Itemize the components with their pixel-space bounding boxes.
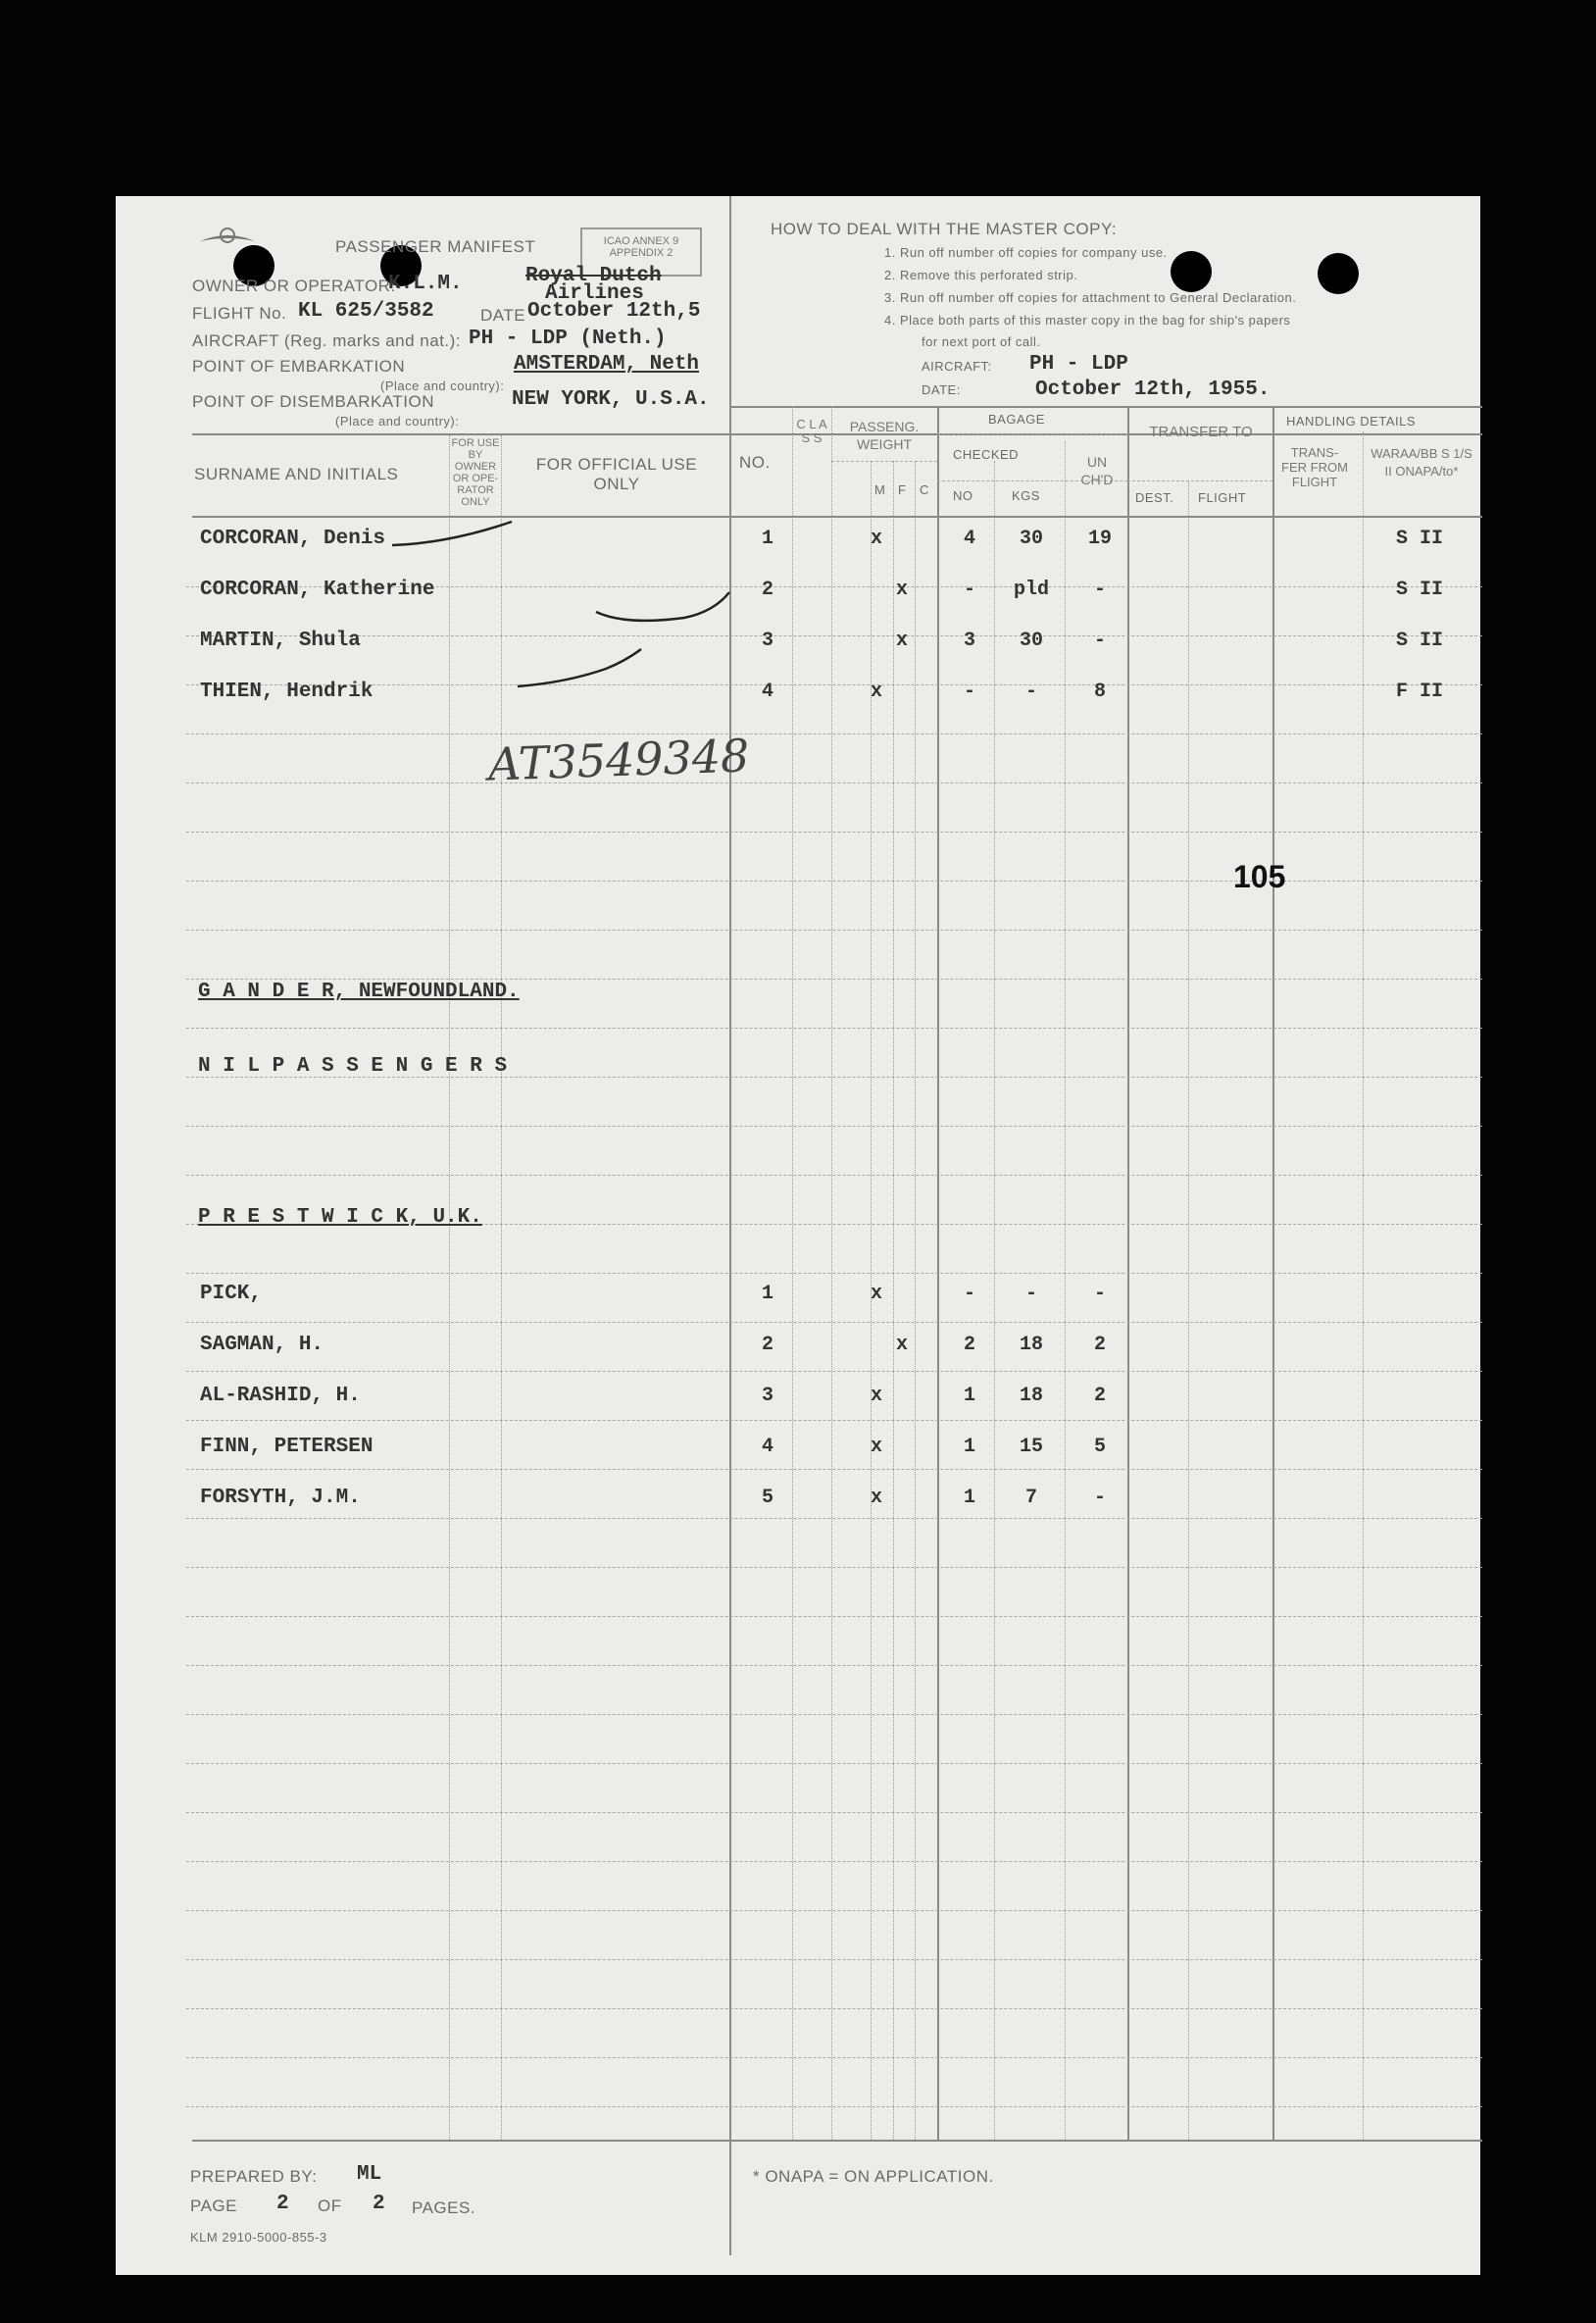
passenger-number: 4 [761,681,773,703]
handling-detail: S II [1395,630,1443,652]
row-line [186,881,1482,882]
disembark-label: POINT OF DISEMBARKATION [192,392,435,411]
row-line [186,733,1482,734]
row-line [186,2057,1482,2058]
of-label: OF [318,2197,342,2215]
col-kgs: KGS [1012,488,1040,503]
col-handling: HANDLING DETAILS [1286,414,1417,429]
passenger-number: 3 [761,1385,773,1407]
passenger-number: 4 [761,1436,773,1458]
col-dest: DEST. [1135,490,1174,505]
baggage-unchd: - [1093,1283,1106,1305]
col-official: FOR OFFICIAL USE ONLY [535,455,698,493]
row-line [186,1763,1482,1764]
row-line [186,684,1482,685]
klm-logo-icon [198,226,257,255]
row-line [186,635,1482,636]
baggage-kgs: - [1024,1283,1037,1305]
instr-aircraft-value: PH - LDP [1029,353,1128,376]
baggage-kgs: 7 [1024,1487,1037,1509]
row-line [186,1714,1482,1715]
handwritten-tick-marks [390,510,782,706]
weight-m: x [870,1283,882,1305]
col-surname: SURNAME AND INITIALS [194,465,399,483]
punch-hole [1171,251,1212,292]
baggage-kgs: 30 [1019,630,1043,652]
weight-f: x [895,579,908,601]
owner-airlines: Airlines [545,282,644,305]
passenger-name: SAGMAN, H. [200,1334,324,1356]
row-line [186,1322,1482,1323]
page-value: 2 [276,2193,289,2215]
baggage-no: 1 [963,1436,975,1458]
section-nil-passengers: N I L P A S S E N G E R S [198,1055,508,1078]
col-flight: FLIGHT [1198,490,1247,505]
baggage-kgs: 18 [1019,1385,1043,1407]
passenger-name: AL-RASHID, H. [200,1385,361,1407]
column-header-rule [192,516,1482,518]
instr-date-value: October 12th, 1955. [1035,379,1271,401]
embark-label: POINT OF EMBARKATION [192,357,406,376]
form-center-divider [729,196,731,2255]
baggage-kgs: - [1024,681,1037,703]
aircraft-value: PH - LDP (Neth.) [469,328,667,350]
passenger-name: THIEN, Hendrik [200,681,374,703]
baggage-no: 2 [963,1334,975,1356]
baggage-unchd: 8 [1093,681,1106,703]
sub-rule [831,461,937,462]
place-country-2: (Place and country): [335,414,460,429]
passenger-number: 2 [761,1334,773,1356]
passenger-number: 1 [761,1283,773,1305]
col-checked: CHECKED [953,447,1020,462]
baggage-no: 1 [963,1385,975,1407]
icao-box: ICAO ANNEX 9 APPENDIX 2 [580,227,702,277]
handling-detail: F II [1395,681,1443,703]
baggage-kgs: 18 [1019,1334,1043,1356]
baggage-kgs: pld [1013,579,1049,601]
baggage-unchd: 2 [1093,1385,1106,1407]
col-m: M [874,482,886,497]
passenger-name: FORSYTH, J.M. [200,1487,361,1509]
col-f: F [898,482,907,497]
embark-value: AMSTERDAM, Neth [514,353,700,376]
prepared-value: ML [357,2163,382,2186]
owner-label: OWNER OR OPERATOR: [192,277,396,295]
col-divider [893,461,894,2140]
passenger-name: CORCORAN, Denis [200,528,386,550]
sub-rule [937,433,1127,434]
form-number: KLM 2910-5000-855-3 [190,2230,327,2245]
col-divider [1188,480,1189,2140]
weight-f: x [895,630,908,652]
row-line [186,1126,1482,1127]
sub-rule [1127,480,1272,481]
passenger-number: 2 [761,579,773,601]
manifest-sheet [116,196,1480,2275]
weight-m: x [870,1385,882,1407]
onapa-note: * ONAPA = ON APPLICATION. [753,2167,994,2186]
weight-m: x [870,528,882,550]
disembark-value: NEW YORK, U.S.A. [512,388,710,411]
row-line [186,1420,1482,1421]
col-no: NO. [739,453,771,472]
weight-f: x [895,1334,908,1356]
col-waraa: WARAA/BB S 1/S II ONAPA/to* [1371,446,1472,479]
baggage-kgs: 30 [1019,528,1043,550]
row-line [186,1812,1482,1813]
flight-value: KL 625/3582 [298,300,434,323]
handwritten-number: AT3549348 [487,729,751,791]
baggage-unchd: - [1093,579,1106,601]
passenger-number: 1 [761,528,773,550]
baggage-unchd: 19 [1087,528,1112,550]
row-line [186,1371,1482,1372]
row-line [186,1028,1482,1029]
row-line [186,1616,1482,1617]
header-rule-right [731,406,1482,408]
passenger-name: FINN, PETERSEN [200,1436,374,1458]
col-class: C L A S S [796,417,827,445]
row-line [186,930,1482,931]
instr-date-label: DATE: [922,382,961,397]
baggage-no: 3 [963,630,975,652]
row-line [186,1518,1482,1519]
owner-value: K.L.M. [388,273,463,295]
passenger-number: 3 [761,630,773,652]
row-line [186,2008,1482,2009]
baggage-no: - [963,1283,975,1305]
row-line [186,1861,1482,1862]
footer-rule [192,2140,1482,2142]
baggage-no: 1 [963,1487,975,1509]
baggage-no: - [963,579,975,601]
weight-m: x [870,1487,882,1509]
owner-struck: Royal Dutch [525,265,662,287]
col-divider [1363,431,1364,2140]
row-line [186,1665,1482,1666]
instruction-item: for next port of call. [922,334,1041,349]
baggage-unchd: 2 [1093,1334,1106,1356]
baggage-no: 4 [963,528,975,550]
col-baggage: BAGAGE [988,412,1045,427]
instruction-item: 4. Place both parts of this master copy in the bag for ship's papers [884,313,1291,328]
col-owner-use: FOR USE BY OWNER OR OPE- RATOR ONLY [451,437,500,508]
section-gander: G A N D E R, NEWFOUNDLAND. [198,981,520,1003]
date-label: DATE [480,306,526,325]
passenger-name: CORCORAN, Katherine [200,579,435,601]
col-divider [994,461,995,2140]
passenger-name: MARTIN, Shula [200,630,361,652]
instruction-item: 1. Run off number off copies for company use. [884,245,1168,260]
pages-label: PAGES. [412,2198,476,2217]
instructions-heading: HOW TO DEAL WITH THE MASTER COPY: [771,220,1118,238]
section-prestwick: P R E S T W I C K, U.K. [198,1206,482,1229]
of-value: 2 [373,2193,385,2215]
handling-detail: S II [1395,579,1443,601]
col-transfer-from: TRANS- FER FROM FLIGHT [1281,445,1348,489]
manifest-title: PASSENGER MANIFEST [335,237,536,256]
flight-label: FLIGHT No. [192,304,287,323]
aircraft-label: AIRCRAFT (Reg. marks and nat.): [192,331,462,350]
baggage-no: - [963,681,975,703]
baggage-unchd: - [1093,1487,1106,1509]
baggage-kgs: 15 [1019,1436,1043,1458]
baggage-unchd: 5 [1093,1436,1106,1458]
prepared-label: PREPARED BY: [190,2167,318,2186]
instruction-item: 2. Remove this perforated strip. [884,268,1078,282]
weight-m: x [870,1436,882,1458]
instr-aircraft-label: AIRCRAFT: [922,359,992,374]
weight-m: x [870,681,882,703]
date-value: October 12th,5 [527,300,701,323]
col-divider [915,461,916,2140]
passenger-number: 5 [761,1487,773,1509]
punch-hole [1318,253,1359,294]
col-bag-no: NO [953,488,973,503]
row-line [186,832,1482,833]
col-transfer: TRANSFER TO [1149,424,1253,440]
instruction-item: 3. Run off number off copies for attachment to General Declaration. [884,290,1297,305]
row-line [186,1273,1482,1274]
col-weight: PASSENG. WEIGHT [849,419,920,452]
row-line [186,1469,1482,1470]
passenger-name: PICK, [200,1283,263,1305]
row-line [186,2106,1482,2107]
place-country-1: (Place and country): [380,379,505,393]
row-line [186,979,1482,980]
row-line [186,1567,1482,1568]
col-c: C [920,482,929,497]
col-unchd: UN CH'D [1080,454,1114,487]
handling-detail: S II [1395,528,1443,550]
col-divider [1065,441,1066,2140]
page-label: PAGE [190,2197,237,2215]
row-line [186,1175,1482,1176]
row-line [186,1910,1482,1911]
stamp-number: 105 [1233,859,1286,894]
row-line [186,1959,1482,1960]
baggage-unchd: - [1093,630,1106,652]
